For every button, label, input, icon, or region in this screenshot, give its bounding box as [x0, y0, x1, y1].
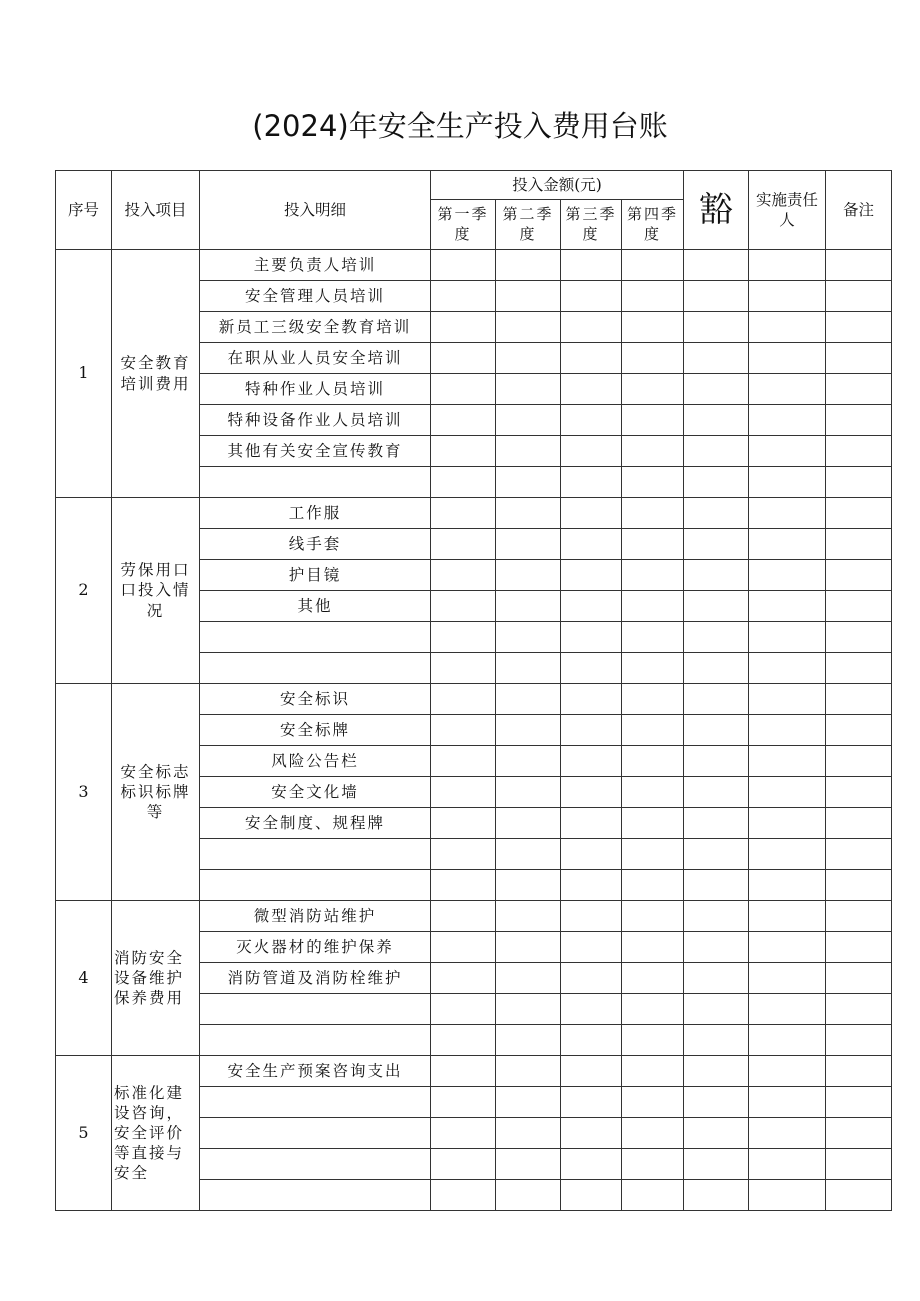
remark-cell[interactable] — [826, 312, 892, 343]
q4-cell[interactable] — [622, 591, 684, 622]
q1-cell[interactable] — [431, 1180, 496, 1211]
total-cell[interactable] — [684, 529, 749, 560]
q4-cell[interactable] — [622, 312, 684, 343]
q1-cell[interactable] — [431, 1149, 496, 1180]
q2-cell[interactable] — [496, 374, 561, 405]
row-seq: 1 — [56, 250, 112, 498]
q2-cell[interactable] — [496, 343, 561, 374]
total-cell[interactable] — [684, 1118, 749, 1149]
total-cell[interactable] — [684, 405, 749, 436]
person-cell[interactable] — [749, 498, 826, 529]
q3-cell[interactable] — [561, 591, 622, 622]
row-seq: 3 — [56, 684, 112, 901]
q2-cell[interactable] — [496, 777, 561, 808]
q2-cell[interactable] — [496, 746, 561, 777]
remark-cell[interactable] — [826, 250, 892, 281]
q1-cell[interactable] — [431, 405, 496, 436]
q1-cell[interactable] — [431, 281, 496, 312]
row-project: 劳保用口口投入情况 — [112, 498, 200, 684]
row-detail: 工作服 — [200, 498, 431, 529]
q4-cell[interactable] — [622, 746, 684, 777]
total-cell[interactable] — [684, 870, 749, 901]
q1-cell[interactable] — [431, 374, 496, 405]
total-cell[interactable] — [684, 374, 749, 405]
total-cell[interactable] — [684, 932, 749, 963]
row-detail: 灭火器材的维护保养 — [200, 932, 431, 963]
total-cell[interactable] — [684, 746, 749, 777]
row-project: 安全教育培训费用 — [112, 250, 200, 498]
row-detail — [200, 1118, 431, 1149]
q2-cell[interactable] — [496, 1149, 561, 1180]
row-detail: 在职从业人员安全培训 — [200, 343, 431, 374]
remark-cell[interactable] — [826, 1025, 892, 1056]
q3-cell[interactable] — [561, 777, 622, 808]
ledger-body — [56, 250, 892, 1211]
q3-cell[interactable] — [561, 529, 622, 560]
q2-cell[interactable] — [496, 498, 561, 529]
q2-cell[interactable] — [496, 870, 561, 901]
person-cell[interactable] — [749, 777, 826, 808]
person-cell[interactable] — [749, 436, 826, 467]
q1-cell[interactable] — [431, 901, 496, 932]
total-cell[interactable] — [684, 250, 749, 281]
remark-cell[interactable] — [826, 1056, 892, 1087]
remark-cell[interactable] — [826, 1180, 892, 1211]
row-detail — [200, 1025, 431, 1056]
q2-cell[interactable] — [496, 312, 561, 343]
q1-cell[interactable] — [431, 1025, 496, 1056]
q1-cell[interactable] — [431, 684, 496, 715]
q1-cell[interactable] — [431, 343, 496, 374]
q3-cell[interactable] — [561, 746, 622, 777]
remark-cell[interactable] — [826, 839, 892, 870]
q4-cell[interactable] — [622, 870, 684, 901]
q3-cell[interactable] — [561, 1118, 622, 1149]
total-cell[interactable] — [684, 498, 749, 529]
q3-cell[interactable] — [561, 250, 622, 281]
remark-cell[interactable] — [826, 405, 892, 436]
row-detail: 消防管道及消防栓维护 — [200, 963, 431, 994]
person-cell[interactable] — [749, 591, 826, 622]
row-detail: 其他有关安全宣传教育 — [200, 436, 431, 467]
q2-cell[interactable] — [496, 1118, 561, 1149]
remark-cell[interactable] — [826, 374, 892, 405]
header-person: 实施责任人 — [749, 171, 826, 250]
total-cell[interactable] — [684, 560, 749, 591]
person-cell[interactable] — [749, 374, 826, 405]
row-detail: 线手套 — [200, 529, 431, 560]
row-detail: 风险公告栏 — [200, 746, 431, 777]
total-cell[interactable] — [684, 777, 749, 808]
person-cell[interactable] — [749, 653, 826, 684]
total-cell[interactable] — [684, 622, 749, 653]
q4-cell[interactable] — [622, 1056, 684, 1087]
total-cell[interactable] — [684, 994, 749, 1025]
q4-cell[interactable] — [622, 405, 684, 436]
q3-cell[interactable] — [561, 839, 622, 870]
q2-cell[interactable] — [496, 932, 561, 963]
total-cell[interactable] — [684, 1087, 749, 1118]
row-seq: 4 — [56, 901, 112, 1056]
remark-cell[interactable] — [826, 343, 892, 374]
row-detail: 主要负责人培训 — [200, 250, 431, 281]
page-title: (2024)年安全生产投入费用台账 — [252, 109, 668, 143]
remark-cell[interactable] — [826, 994, 892, 1025]
row-detail: 安全生产预案咨询支出 — [200, 1056, 431, 1087]
q1-cell[interactable] — [431, 312, 496, 343]
q1-cell[interactable] — [431, 1118, 496, 1149]
q1-cell[interactable] — [431, 932, 496, 963]
total-cell[interactable] — [684, 1149, 749, 1180]
q2-cell[interactable] — [496, 653, 561, 684]
row-detail: 其他 — [200, 591, 431, 622]
table-row — [56, 1056, 892, 1087]
q2-cell[interactable] — [496, 529, 561, 560]
total-cell[interactable] — [684, 808, 749, 839]
total-cell[interactable] — [684, 281, 749, 312]
person-cell[interactable] — [749, 684, 826, 715]
remark-cell[interactable] — [826, 1118, 892, 1149]
q4-cell[interactable] — [622, 281, 684, 312]
q2-cell[interactable] — [496, 839, 561, 870]
person-cell[interactable] — [749, 467, 826, 498]
row-detail: 安全管理人员培训 — [200, 281, 431, 312]
person-cell[interactable] — [749, 963, 826, 994]
remark-cell[interactable] — [826, 560, 892, 591]
row-detail — [200, 870, 431, 901]
q4-cell[interactable] — [622, 808, 684, 839]
person-cell[interactable] — [749, 1025, 826, 1056]
person-cell[interactable] — [749, 932, 826, 963]
remark-cell[interactable] — [826, 808, 892, 839]
header-q1: 第一季度 — [431, 200, 496, 250]
header-amount: 投入金额(元) — [431, 171, 684, 200]
q3-cell[interactable] — [561, 1056, 622, 1087]
header-project: 投入项目 — [112, 171, 200, 250]
total-cell[interactable] — [684, 467, 749, 498]
q3-cell[interactable] — [561, 343, 622, 374]
q3-cell[interactable] — [561, 715, 622, 746]
q4-cell[interactable] — [622, 994, 684, 1025]
row-seq: 5 — [56, 1056, 112, 1211]
q4-cell[interactable] — [622, 374, 684, 405]
q2-cell[interactable] — [496, 715, 561, 746]
q2-cell[interactable] — [496, 1087, 561, 1118]
header-q3: 第三季度 — [561, 200, 622, 250]
person-cell[interactable] — [749, 808, 826, 839]
q3-cell[interactable] — [561, 312, 622, 343]
row-detail: 新员工三级安全教育培训 — [200, 312, 431, 343]
q4-cell[interactable] — [622, 963, 684, 994]
total-cell[interactable] — [684, 312, 749, 343]
remark-cell[interactable] — [826, 498, 892, 529]
row-detail — [200, 467, 431, 498]
total-cell[interactable] — [684, 653, 749, 684]
q3-cell[interactable] — [561, 932, 622, 963]
q2-cell[interactable] — [496, 1180, 561, 1211]
q1-cell[interactable] — [431, 250, 496, 281]
q1-cell[interactable] — [431, 560, 496, 591]
row-detail: 安全标识 — [200, 684, 431, 715]
remark-cell[interactable] — [826, 715, 892, 746]
row-detail: 安全文化墙 — [200, 777, 431, 808]
remark-cell[interactable] — [826, 1149, 892, 1180]
q1-cell[interactable] — [431, 529, 496, 560]
total-cell[interactable] — [684, 839, 749, 870]
q3-cell[interactable] — [561, 1149, 622, 1180]
total-cell[interactable] — [684, 684, 749, 715]
remark-cell[interactable] — [826, 684, 892, 715]
person-cell[interactable] — [749, 1118, 826, 1149]
total-cell[interactable] — [684, 901, 749, 932]
row-project: 消防安全设备维护保养费用 — [112, 901, 200, 1056]
remark-cell[interactable] — [826, 870, 892, 901]
q2-cell[interactable] — [496, 467, 561, 498]
total-cell[interactable] — [684, 343, 749, 374]
q4-cell[interactable] — [622, 250, 684, 281]
q2-cell[interactable] — [496, 1056, 561, 1087]
q1-cell[interactable] — [431, 1056, 496, 1087]
header-q2: 第二季度 — [496, 200, 561, 250]
row-detail — [200, 653, 431, 684]
row-detail: 安全制度、规程牌 — [200, 808, 431, 839]
q3-cell[interactable] — [561, 994, 622, 1025]
remark-cell[interactable] — [826, 901, 892, 932]
row-project: 安全标志标识标牌等 — [112, 684, 200, 901]
header-row — [56, 171, 892, 200]
person-cell[interactable] — [749, 901, 826, 932]
person-cell[interactable] — [749, 622, 826, 653]
q3-cell[interactable] — [561, 374, 622, 405]
q3-cell[interactable] — [561, 808, 622, 839]
q1-cell[interactable] — [431, 870, 496, 901]
q3-cell[interactable] — [561, 653, 622, 684]
q1-cell[interactable] — [431, 994, 496, 1025]
remark-cell[interactable] — [826, 1087, 892, 1118]
q4-cell[interactable] — [622, 498, 684, 529]
q1-cell[interactable] — [431, 653, 496, 684]
person-cell[interactable] — [749, 281, 826, 312]
row-detail: 特种设备作业人员培训 — [200, 405, 431, 436]
q1-cell[interactable] — [431, 715, 496, 746]
remark-cell[interactable] — [826, 281, 892, 312]
q4-cell[interactable] — [622, 839, 684, 870]
header-remark: 备注 — [826, 171, 892, 250]
q3-cell[interactable] — [561, 498, 622, 529]
q3-cell[interactable] — [561, 1087, 622, 1118]
q1-cell[interactable] — [431, 963, 496, 994]
q3-cell[interactable] — [561, 405, 622, 436]
remark-cell[interactable] — [826, 653, 892, 684]
q2-cell[interactable] — [496, 994, 561, 1025]
q1-cell[interactable] — [431, 808, 496, 839]
remark-cell[interactable] — [826, 529, 892, 560]
q4-cell[interactable] — [622, 1118, 684, 1149]
q2-cell[interactable] — [496, 591, 561, 622]
table-row — [56, 250, 892, 281]
q3-cell[interactable] — [561, 1025, 622, 1056]
header-seq: 序号 — [56, 171, 112, 250]
row-detail: 微型消防站维护 — [200, 901, 431, 932]
q2-cell[interactable] — [496, 281, 561, 312]
q2-cell[interactable] — [496, 901, 561, 932]
row-detail — [200, 839, 431, 870]
q1-cell[interactable] — [431, 622, 496, 653]
q3-cell[interactable] — [561, 436, 622, 467]
q1-cell[interactable] — [431, 591, 496, 622]
table-row — [56, 684, 892, 715]
total-cell[interactable] — [684, 436, 749, 467]
person-cell[interactable] — [749, 529, 826, 560]
remark-cell[interactable] — [826, 932, 892, 963]
q4-cell[interactable] — [622, 560, 684, 591]
q4-cell[interactable] — [622, 622, 684, 653]
q4-cell[interactable] — [622, 1149, 684, 1180]
ledger-table — [55, 170, 892, 1211]
row-detail — [200, 1087, 431, 1118]
q2-cell[interactable] — [496, 1025, 561, 1056]
row-detail: 特种作业人员培训 — [200, 374, 431, 405]
q3-cell[interactable] — [561, 963, 622, 994]
q3-cell[interactable] — [561, 467, 622, 498]
q3-cell[interactable] — [561, 560, 622, 591]
header-total: 豁 — [684, 171, 749, 250]
row-detail: 护目镜 — [200, 560, 431, 591]
total-cell[interactable] — [684, 591, 749, 622]
q2-cell[interactable] — [496, 250, 561, 281]
row-detail — [200, 1180, 431, 1211]
remark-cell[interactable] — [826, 591, 892, 622]
q4-cell[interactable] — [622, 653, 684, 684]
q1-cell[interactable] — [431, 746, 496, 777]
q2-cell[interactable] — [496, 405, 561, 436]
q4-cell[interactable] — [622, 901, 684, 932]
person-cell[interactable] — [749, 343, 826, 374]
row-detail — [200, 1149, 431, 1180]
row-detail — [200, 622, 431, 653]
person-cell[interactable] — [749, 715, 826, 746]
q4-cell[interactable] — [622, 436, 684, 467]
person-cell[interactable] — [749, 870, 826, 901]
q4-cell[interactable] — [622, 1087, 684, 1118]
q4-cell[interactable] — [622, 777, 684, 808]
q4-cell[interactable] — [622, 1025, 684, 1056]
q3-cell[interactable] — [561, 684, 622, 715]
q4-cell[interactable] — [622, 467, 684, 498]
remark-cell[interactable] — [826, 622, 892, 653]
q2-cell[interactable] — [496, 622, 561, 653]
q3-cell[interactable] — [561, 1180, 622, 1211]
q4-cell[interactable] — [622, 529, 684, 560]
q4-cell[interactable] — [622, 715, 684, 746]
total-cell[interactable] — [684, 715, 749, 746]
person-cell[interactable] — [749, 312, 826, 343]
q2-cell[interactable] — [496, 684, 561, 715]
total-cell[interactable] — [684, 1025, 749, 1056]
q1-cell[interactable] — [431, 467, 496, 498]
person-cell[interactable] — [749, 839, 826, 870]
total-cell[interactable] — [684, 1056, 749, 1087]
person-cell[interactable] — [749, 994, 826, 1025]
person-cell[interactable] — [749, 1180, 826, 1211]
header-q4: 第四季度 — [622, 200, 684, 250]
person-cell[interactable] — [749, 746, 826, 777]
person-cell[interactable] — [749, 250, 826, 281]
q4-cell[interactable] — [622, 1180, 684, 1211]
q1-cell[interactable] — [431, 436, 496, 467]
person-cell[interactable] — [749, 1056, 826, 1087]
total-cell[interactable] — [684, 963, 749, 994]
q2-cell[interactable] — [496, 808, 561, 839]
q1-cell[interactable] — [431, 839, 496, 870]
remark-cell[interactable] — [826, 746, 892, 777]
remark-cell[interactable] — [826, 777, 892, 808]
row-detail — [200, 994, 431, 1025]
person-cell[interactable] — [749, 405, 826, 436]
person-cell[interactable] — [749, 1087, 826, 1118]
total-cell[interactable] — [684, 1180, 749, 1211]
q1-cell[interactable] — [431, 1087, 496, 1118]
table-row — [56, 901, 892, 932]
row-project: 标准化建设咨询，安全评价等直接与安全 — [112, 1056, 200, 1211]
table-row — [56, 498, 892, 529]
q4-cell[interactable] — [622, 343, 684, 374]
remark-cell[interactable] — [826, 436, 892, 467]
q4-cell[interactable] — [622, 684, 684, 715]
q2-cell[interactable] — [496, 963, 561, 994]
remark-cell[interactable] — [826, 963, 892, 994]
remark-cell[interactable] — [826, 467, 892, 498]
q2-cell[interactable] — [496, 560, 561, 591]
q1-cell[interactable] — [431, 498, 496, 529]
q4-cell[interactable] — [622, 932, 684, 963]
row-detail: 安全标牌 — [200, 715, 431, 746]
q3-cell[interactable] — [561, 622, 622, 653]
person-cell[interactable] — [749, 560, 826, 591]
q1-cell[interactable] — [431, 777, 496, 808]
header-detail: 投入明细 — [200, 171, 431, 250]
q3-cell[interactable] — [561, 281, 622, 312]
q2-cell[interactable] — [496, 436, 561, 467]
q3-cell[interactable] — [561, 870, 622, 901]
person-cell[interactable] — [749, 1149, 826, 1180]
row-seq: 2 — [56, 498, 112, 684]
q3-cell[interactable] — [561, 901, 622, 932]
